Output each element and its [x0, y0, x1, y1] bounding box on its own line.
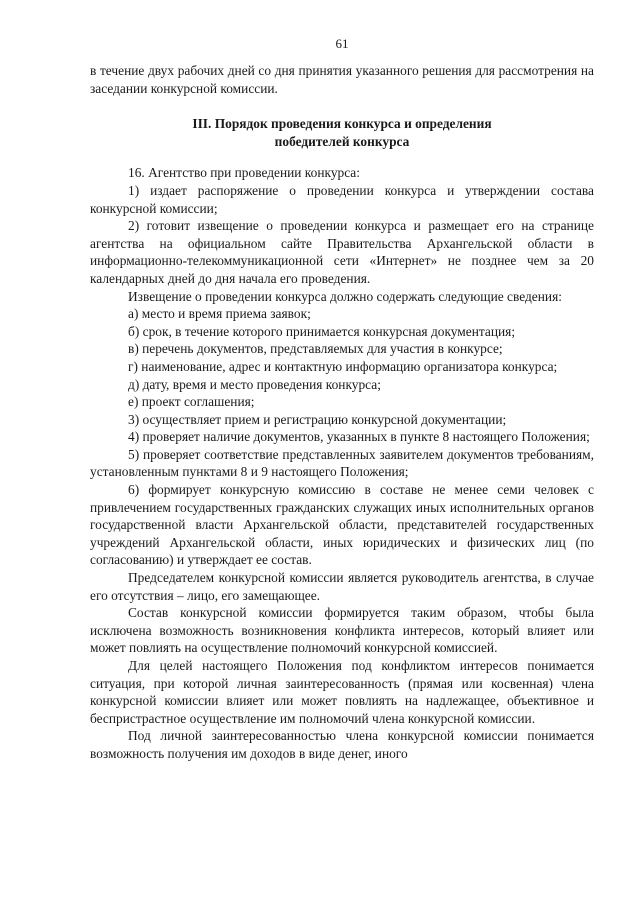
paragraph: Извещение о проведении конкурса должно содержать следующие сведения: — [128, 288, 562, 304]
paragraph: 1) издает распоряжение о проведении конкурса и утверждении состава конкурсной комиссии; — [90, 182, 594, 216]
paragraph: 16. Агентство при проведении конкурса: — [128, 165, 360, 181]
paragraph: 6) формирует конкурсную комиссию в составе не менее семи человек с привлечением государственных гражданских служащих иных исполнительных органов государственной власти Архангельской области, представителей государственных учреждений Архангельской области, иных юридических и физических лиц (по согласованию) и утверждает ее состав. — [90, 482, 594, 568]
section-heading-line-2: победителей конкурса — [274, 133, 410, 149]
paragraph: Председателем конкурсной комиссии является руководитель агентства, в случае его отсутствия – лицо, его замещающее. — [90, 570, 594, 603]
intro-paragraph: в течение двух рабочих дней со дня принятия указанного решения для рассмотрения на заседании конкурсной комиссии. — [90, 63, 594, 96]
paragraph: 2) готовит извещение о проведении конкурса и размещает его на странице агентства на официальном сайте Правительства Архангельской области в информационно-телекоммуникационной сети «Интернет» не позднее чем за 20 календарных дней до дня начала его проведения. — [90, 218, 594, 286]
paragraph: г) наименование, адрес и контактную информацию организатора конкурса; — [128, 358, 558, 374]
paragraph: а) место и время приема заявок; — [128, 306, 311, 322]
paragraph: Для целей настоящего Положения под конфликтом интересов понимается ситуация, при которой личная заинтересованность (прямая или косвенная) члена конкурсной комиссии влияет или может повлиять на надлежащее, объективное и беспристрастное осуществление им полномочий члена конкурсной комиссии. — [90, 658, 594, 726]
page-number: 61 — [335, 36, 349, 51]
paragraph: в) перечень документов, представляемых для участия в конкурсе; — [128, 341, 503, 357]
section-heading — [90, 115, 594, 150]
paragraph: 4) проверяет наличие документов, указанных в пункте 8 настоящего Положения; — [128, 429, 590, 445]
paragraph: 5) проверяет соответствие представленных заявителем документов требованиям, установленным пунктами 8 и 9 настоящего Положения; — [90, 446, 594, 480]
paragraph: е) проект соглашения; — [128, 394, 255, 410]
paragraph: б) срок, в течение которого принимается конкурсная документация; — [128, 323, 516, 339]
paragraph: д) дату, время и место проведения конкурса; — [128, 376, 381, 392]
paragraph: Состав конкурсной комиссии формируется таким образом, чтобы была исключена возможность возникновения конфликта интересов, который влияет или может повлиять на осуществление полномочий конкурсной комиссией. — [90, 605, 594, 656]
paragraph: Под личной заинтересованностью члена конкурсной комиссии понимается возможность получения им доходов в виде денег, иного — [90, 728, 594, 761]
paragraph: 3) осуществляет прием и регистрацию конкурсной документации; — [128, 411, 507, 427]
section-heading-line-1: III. Порядок проведения конкурса и определения — [192, 116, 492, 132]
